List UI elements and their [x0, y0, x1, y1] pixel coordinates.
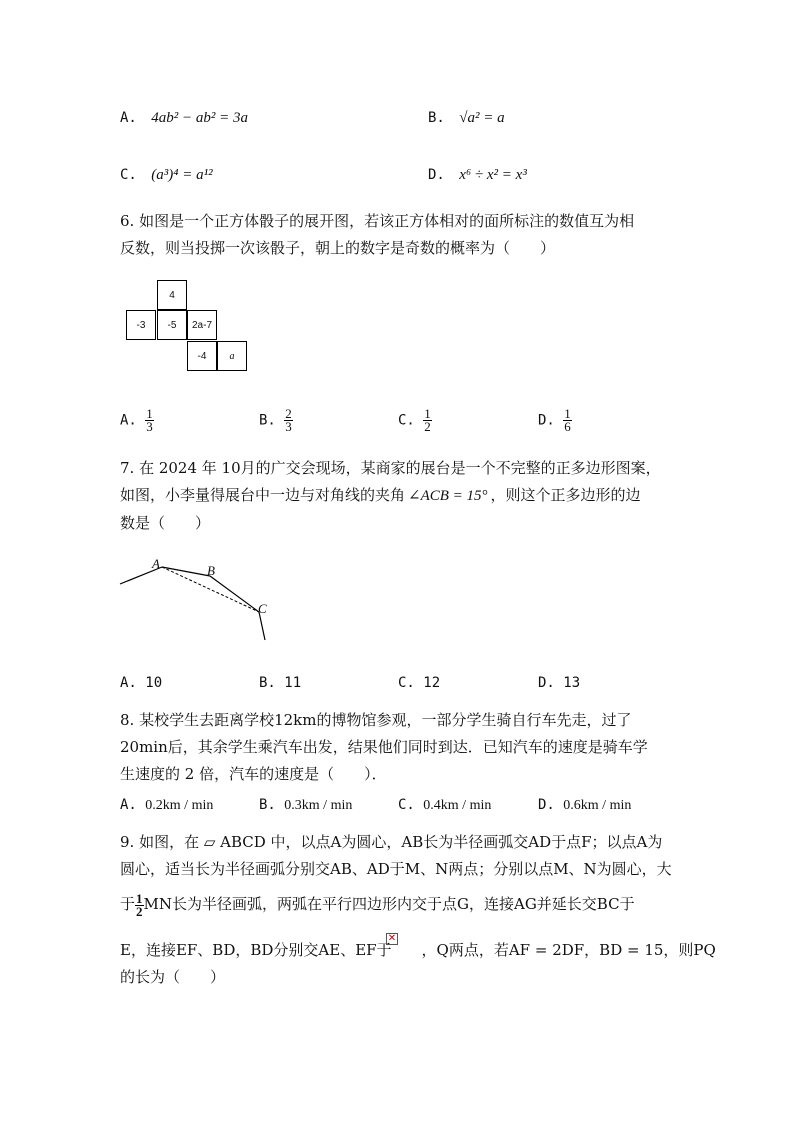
cube-net-cell: a — [217, 341, 247, 371]
q9-fraction: $\frac{1}{2}$ — [136, 890, 143, 919]
cube-net-cell: -4 — [187, 341, 217, 371]
q9-line-3-pre: 于 — [120, 895, 136, 913]
q9-line-3-post: MN长为半径画弧，两弧在平行四边形内交于点G，连接AG并延长交BC于 — [143, 895, 635, 913]
broken-image-icon: ✕ — [387, 933, 397, 944]
q5-option-b-expr: √a² = a — [459, 110, 505, 126]
q5-option-d-label: D. — [428, 167, 445, 183]
q6-option-b-label: B. — [259, 412, 276, 429]
q7-line-3: 数是（ ） — [120, 514, 211, 532]
q8-option-c: C. 0.4km / min — [398, 797, 492, 813]
q6-option-a-fraction: $\frac{1}{3}$ — [146, 406, 153, 434]
q6-option-b — [259, 408, 293, 433]
q6-stem — [120, 208, 680, 262]
q9-line-5: 的长为（ ） — [120, 968, 226, 986]
q6-option-d-fraction: $\frac{1}{6}$ — [564, 406, 571, 434]
q5-option-c-label: C. — [120, 167, 137, 183]
q7-option-b: B. 11 — [259, 675, 302, 691]
q9-line-4: E，连接EF、BD，BD分别交AE、EF于 ，Q两点，若AF = 2DF，BD = 15，则PQ — [120, 941, 716, 959]
q6-option-c-label: C. — [398, 412, 415, 429]
q6-option-c — [398, 408, 432, 433]
q5-option-a-expr: 4ab² − ab² = 3a — [151, 110, 249, 126]
q7-line-1: 7. 在 2024 年 10月的广交会现场，某商家的展台是一个不完整的正多边形图案， — [120, 459, 661, 477]
q6-line-1: 6. 如图是一个正方体骰子的展开图，若该正方体相对的面所标注的数值互为相 — [120, 212, 635, 230]
q7-option-c: C. 12 — [398, 675, 441, 691]
q6-option-d — [538, 408, 572, 433]
q7-line-2 — [120, 482, 680, 510]
q8-line-3: 生速度的 2 倍，汽车的速度是（ ）． — [120, 765, 387, 783]
q5-option-c — [120, 167, 213, 184]
q6-line-2: 反数，则当投掷一次该骰子，朝上的数字是奇数的概率为（ ） — [120, 239, 556, 257]
q8-option-b: B. 0.3km / min — [259, 797, 353, 813]
point-b-label: B — [207, 563, 215, 578]
q9-line-3 — [120, 886, 635, 922]
q8-stem — [120, 707, 680, 788]
cube-net-cell: -5 — [157, 310, 187, 340]
q8-line-2: 20min后，其余学生乘汽车出发，结果他们同时到达．已知汽车的速度是骑车学 — [120, 738, 648, 756]
q5-option-b — [428, 110, 505, 127]
q5-option-a-label: A. — [120, 110, 137, 126]
cube-net-cell: 2a-7 — [187, 310, 217, 340]
cube-net-cell: 4 — [157, 280, 187, 310]
q7-option-a: A. 10 — [120, 675, 163, 691]
polygon-edge-bc — [210, 576, 259, 612]
q8-option-a: A. 0.2km / min — [120, 797, 214, 813]
q6-option-d-label: D. — [538, 412, 555, 429]
q7-angle: ∠ACB = 15° — [408, 488, 488, 504]
polygon-edge-ab — [162, 567, 210, 576]
q5-option-a — [120, 110, 248, 127]
q8-line-1: 8. 某校学生去距离学校12km的博物馆参观，一部分学生骑自行车先走，过了 — [120, 711, 632, 729]
point-c-label: C — [258, 601, 267, 616]
q6-option-c-fraction: $\frac{1}{2}$ — [424, 406, 431, 434]
q5-option-d — [428, 167, 527, 184]
q7-line-2-post: ，则这个正多边形的边 — [490, 486, 641, 504]
q6-option-a-label: A. — [120, 412, 137, 429]
q7-stem — [120, 455, 680, 537]
point-a-label: A — [152, 556, 160, 571]
q5-option-b-label: B. — [428, 110, 445, 126]
q6-option-a — [120, 408, 154, 433]
q9-line-1: 9. 如图，在 ▱ ABCD 中，以点A为圆心，AB长为半径画弧交AD于点F；以点A为 — [120, 833, 663, 851]
q5-option-d-expr: x⁶ ÷ x² = x³ — [459, 167, 527, 183]
q8-option-d: D. 0.6km / min — [538, 797, 632, 813]
q5-option-c-expr: (a³)⁴ = a¹² — [151, 167, 213, 183]
q9-line-2: 圆心，适当长为半径画弧分别交AB、AD于M、N两点；分别以点M、N为圆心，大 — [120, 860, 672, 878]
q7-line-2-pre: 如图，小李量得展台中一边与对角线的夹角 — [120, 486, 406, 504]
q6-option-b-fraction: $\frac{2}{3}$ — [285, 406, 292, 434]
q7-option-d: D. 13 — [538, 675, 581, 691]
cube-net-cell: -3 — [126, 310, 156, 340]
